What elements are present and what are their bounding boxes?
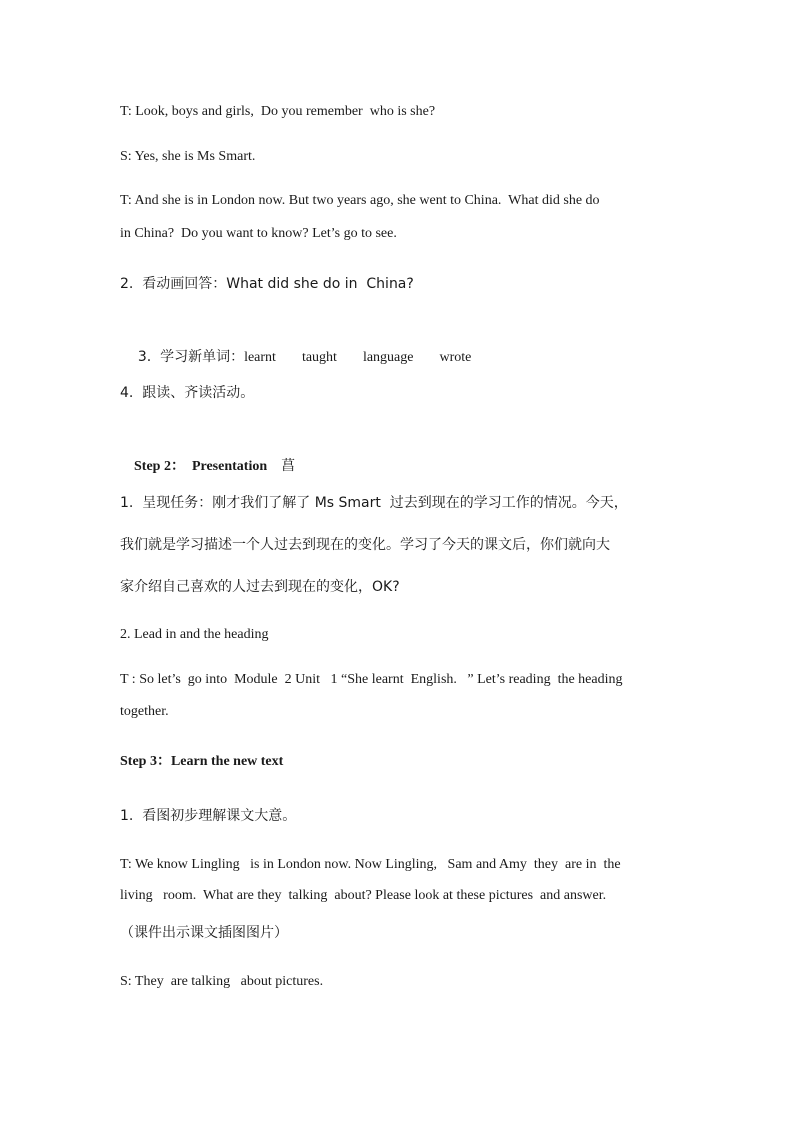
courseware-note: （课件出示课文插图图片） [120,925,288,941]
dialogue-teacher-lingling: T: We know Lingling is in London now. Now Lingling, Sam and Amy they are in the [120,857,621,872]
dialogue-student-yes: S: Yes, she is Ms Smart. [120,149,256,164]
task-intro-line-3: 家介绍自己喜欢的人过去到现在的变化，OK? [120,579,400,595]
document-page [120,0,680,1123]
step-read-along: 4. 跟读、齐读活动。 [120,385,255,401]
step-2-label: Step 2： [134,459,185,474]
new-word-2: taught [301,350,337,365]
dialogue-teacher-lingling-cont: living room. What are they talking about? Please look at these pictures and answer. [120,888,607,903]
new-word-3: language [362,350,414,365]
new-words-label: 3. 学习新单词： [137,349,245,365]
step-2-heading [120,439,295,494]
new-word-4: wrote [439,350,472,365]
step-new-words [120,330,471,385]
step-watch-animation: 2. 看动画回答：What did she do in China? [120,276,414,292]
step-2-mark: 菖 [281,458,296,474]
dialogue-teacher-module-cont: together. [120,704,169,719]
new-word-1: learnt [244,350,276,365]
lead-in-heading: 2. Lead in and the heading [120,627,269,642]
dialogue-teacher-london-cont: in China? Do you want to know? Let’s go to see. [120,226,397,241]
dialogue-teacher-london: T: And she is in London now. But two years ago, she went to China. What did she do [120,193,600,208]
dialogue-teacher-look: T: Look, boys and girls, Do you remember who is she? [120,104,436,119]
step-3-heading: Step 3：Learn the new text [120,754,284,769]
dialogue-teacher-module: T : So let’s go into Module 2 Unit 1 “She learnt English. ” Let’s reading the heading [120,672,623,687]
dialogue-student-pictures: S: They are talking about pictures. [120,974,324,989]
step-2-title: Presentation [191,459,268,474]
step-look-pictures: 1. 看图初步理解课文大意。 [120,808,297,824]
task-intro-line-1: 1. 呈现任务：刚才我们了解了 Ms Smart 过去到现在的学习工作的情况。今天， [120,495,628,511]
task-intro-line-2: 我们就是学习描述一个人过去到现在的变化。学习了今天的课文后，你们就向大 [120,537,610,553]
